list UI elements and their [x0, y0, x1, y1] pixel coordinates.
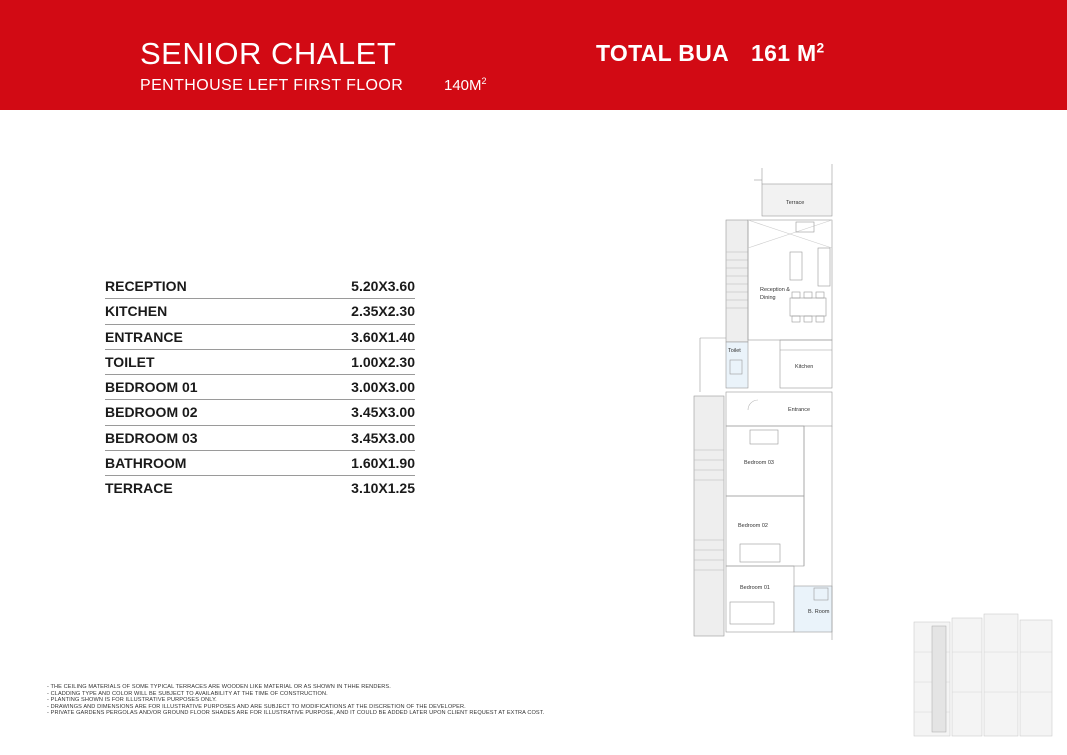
- unit-area: $140M^2$: [444, 76, 487, 94]
- plan-label-entrance: Entrance: [788, 407, 811, 413]
- floor-plan: [690, 160, 840, 650]
- total-bua: TOTAL BUA 161 $M^2$: [596, 40, 825, 66]
- room-row: [105, 325, 415, 350]
- plan-label-toilet: Toilet: [728, 348, 741, 354]
- room-row: [105, 400, 415, 425]
- room-dimensions-table: [105, 274, 415, 502]
- room-row: [105, 426, 415, 451]
- total-bua-value: 161 M: [751, 40, 817, 66]
- room-name: BEDROOM 01: [105, 379, 198, 396]
- plan-label-kitchen: Kitchen: [795, 364, 814, 370]
- room-name: RECEPTION: [105, 278, 187, 294]
- disclaimer-line: - DRAWINGS AND DIMENSIONS ARE FOR ILLUSTRATIVE PURPOSES AND ARE SUBJECT TO MODIFICATIONS AT THE DISCRETION OF THE DEVELOPER.: [47, 703, 466, 710]
- plan-label-bedroom02: Bedroom 02: [738, 523, 768, 529]
- room-size: 3.45X3.00: [351, 429, 415, 446]
- room-name: ENTRANCE: [105, 328, 183, 345]
- room-row: [105, 299, 415, 324]
- room-name: KITCHEN: [105, 303, 168, 320]
- disclaimer-line: - CLADDING TYPE AND COLOR WILL BE SUBJECT TO AVAILABILITY AT THE TIME OF CONSTRUCTION.: [47, 690, 328, 697]
- plan-label-terrace: Terrace: [786, 200, 805, 206]
- room-row: [105, 476, 415, 501]
- room-size: 5.20X3.60: [351, 278, 415, 294]
- room-row: [105, 451, 415, 476]
- room-row: [105, 274, 415, 299]
- room-size: 3.60X1.40: [351, 328, 415, 345]
- key-plan-thumbnail: [912, 612, 1054, 740]
- room-name: TOILET: [105, 353, 155, 370]
- plan-label-bedroom01: Bedroom 01: [740, 585, 770, 591]
- disclaimer-line: - THE CEILING MATERIALS OF SOME TYPICAL TERRACES ARE WOODEN LIKE MATERIAL OR AS SHOWN IN THHE RENDERS.: [47, 684, 391, 690]
- room-row: [105, 350, 415, 375]
- room-size: 1.00X2.30: [351, 353, 415, 370]
- room-name: BEDROOM 02: [105, 404, 198, 421]
- unit-title: SENIOR CHALET: [140, 36, 397, 71]
- plan-label-dining: Dining: [760, 295, 776, 301]
- room-size: 3.10X1.25: [351, 480, 415, 497]
- disclaimer-line: - PRIVATE GARDENS PERGOLAS AND/OR GROUND FLOOR SHADES ARE FOR ILLUSTRATIVE PURPOSE, AND IT COULD BE ADDED LATER UPON CLIENT REQUEST AT EXTRA COST.: [47, 710, 545, 717]
- unit-subtitle: PENTHOUSE LEFT FIRST FLOOR: [140, 77, 404, 94]
- room-size: 3.45X3.00: [351, 404, 415, 421]
- room-size: 2.35X2.30: [351, 303, 415, 320]
- header-banner: [0, 0, 1067, 110]
- room-name: TERRACE: [105, 480, 173, 497]
- plan-label-reception: Reception &: [760, 287, 790, 293]
- room-size: 3.00X3.00: [351, 379, 415, 396]
- room-row: [105, 375, 415, 400]
- total-bua-label: TOTAL BUA: [596, 40, 730, 66]
- plan-label-bedroom03: Bedroom 03: [744, 460, 774, 466]
- room-size: 1.60X1.90: [351, 455, 415, 472]
- room-name: BEDROOM 03: [105, 429, 198, 446]
- disclaimer-line: - PLANTING SHOWN IS FOR ILLUSTRATIVE PURPOSES ONLY.: [47, 697, 217, 704]
- room-name: BATHROOM: [105, 455, 187, 472]
- disclaimer-notes: [47, 684, 697, 717]
- plan-label-bathroom: B. Room: [808, 609, 830, 615]
